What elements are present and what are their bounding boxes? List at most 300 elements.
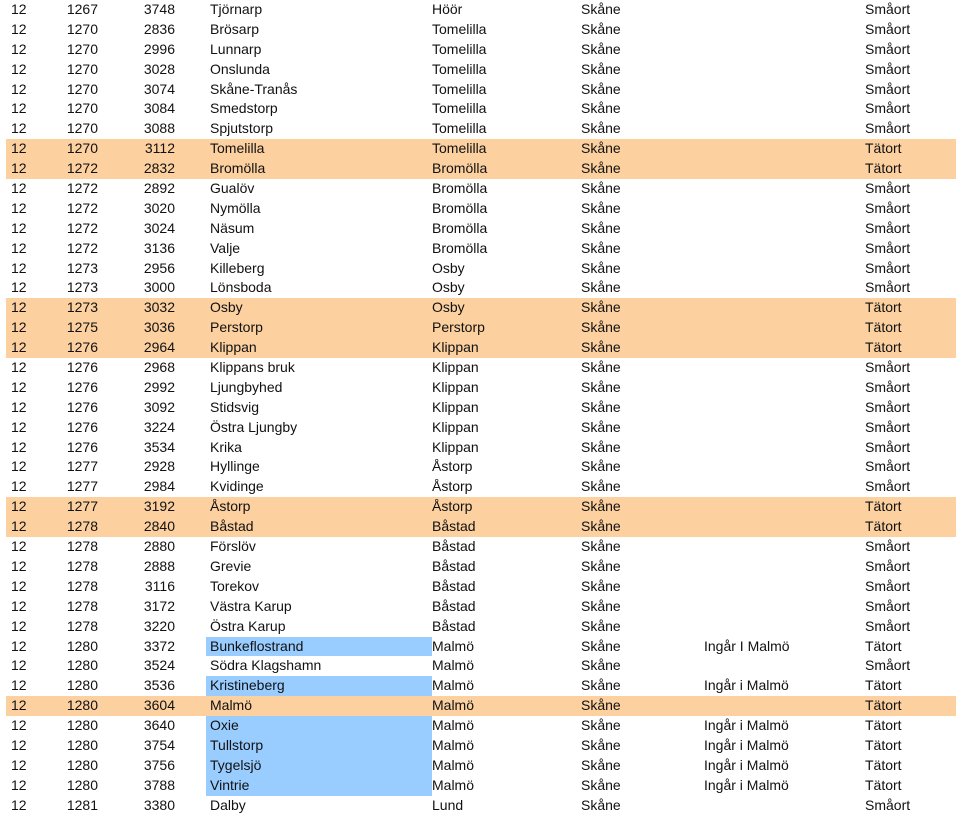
municipality-name-cell: Osby xyxy=(432,259,465,276)
locality-type-cell: Småort xyxy=(865,657,911,674)
table-row xyxy=(6,637,956,657)
locality-name-cell: Torekov xyxy=(210,577,260,594)
municipality-name-cell: Malmö xyxy=(432,637,475,654)
table-row xyxy=(6,756,956,776)
municipality-name-cell: Tomelilla xyxy=(432,20,487,37)
locality-code-cell: 3788 xyxy=(143,776,175,793)
locality-type-cell: Småort xyxy=(865,617,911,634)
region-cell: Skåne xyxy=(581,339,621,356)
municipality-name-cell: Tomelilla xyxy=(432,120,487,137)
region-cell: Skåne xyxy=(581,319,621,336)
note-cell xyxy=(704,398,854,418)
table-row xyxy=(6,418,956,438)
county-code-cell: 12 xyxy=(11,140,27,157)
region-cell: Skåne xyxy=(581,378,621,395)
locality-type-cell: Småort xyxy=(865,577,911,594)
locality-type-cell: Småort xyxy=(865,418,911,435)
region-cell: Skåne xyxy=(581,776,621,793)
county-code-cell: 12 xyxy=(11,637,27,654)
county-code-cell: 12 xyxy=(11,378,27,395)
locality-name-cell: Västra Karup xyxy=(210,597,292,614)
locality-name-cell: Åstorp xyxy=(210,498,251,515)
region-cell: Skåne xyxy=(581,100,621,117)
county-code-cell: 12 xyxy=(11,796,27,813)
region-cell: Skåne xyxy=(581,538,621,555)
region-cell: Skåne xyxy=(581,796,621,813)
locality-code-cell: 2836 xyxy=(143,20,175,37)
locality-name-cell: Krika xyxy=(210,438,242,455)
locality-code-cell: 3116 xyxy=(144,577,175,594)
municipality-name-cell: Klippan xyxy=(432,359,479,376)
county-code-cell: 12 xyxy=(11,557,27,574)
table-row xyxy=(6,776,956,796)
locality-code-cell: 3534 xyxy=(143,438,175,455)
locality-type-cell: Småort xyxy=(865,279,911,296)
municipality-code-cell: 1273 xyxy=(66,279,98,296)
region-cell: Skåne xyxy=(581,219,621,236)
table-row xyxy=(6,139,956,159)
locality-code-cell: 3084 xyxy=(143,100,175,117)
table-row xyxy=(6,179,956,199)
county-code-cell: 12 xyxy=(11,259,27,276)
region-cell: Skåne xyxy=(581,398,621,415)
table-row xyxy=(6,159,956,179)
locality-name-cell: Tomelilla xyxy=(210,140,265,157)
locality-name-cell: Osby xyxy=(210,299,243,316)
locality-type-cell: Tätort xyxy=(865,637,902,654)
note-cell xyxy=(704,438,854,458)
municipality-name-cell: Malmö xyxy=(432,657,475,674)
locality-name-cell: Skåne-Tranås xyxy=(210,80,298,97)
county-code-cell: 12 xyxy=(11,60,27,77)
county-code-cell: 12 xyxy=(11,40,27,57)
locality-type-cell: Småort xyxy=(865,458,911,475)
municipality-code-cell: 1273 xyxy=(66,259,98,276)
locality-name-cell: Bunkeflostrand xyxy=(206,637,432,657)
locality-code-cell: 2892 xyxy=(143,180,175,197)
locality-code-cell: 3756 xyxy=(143,756,175,773)
municipality-code-cell: 1281 xyxy=(66,796,98,813)
locality-name-cell: Båstad xyxy=(210,518,254,535)
table-row xyxy=(6,0,956,20)
municipality-code-cell: 1280 xyxy=(66,736,98,753)
locality-type-cell: Småort xyxy=(865,219,911,236)
region-cell: Skåne xyxy=(581,1,621,17)
region-cell: Skåne xyxy=(581,557,621,574)
table-row xyxy=(6,796,956,816)
locality-name-cell: Tullstorp xyxy=(206,736,432,756)
locality-type-cell: Tätort xyxy=(865,299,902,316)
locality-code-cell: 3192 xyxy=(143,498,175,515)
locality-code-cell: 3036 xyxy=(143,319,175,336)
locality-type-cell: Tätort xyxy=(865,756,902,773)
county-code-cell: 12 xyxy=(11,1,27,17)
municipality-code-cell: 1270 xyxy=(66,140,98,157)
table-row xyxy=(6,656,956,676)
locality-name-cell: Dalby xyxy=(210,796,246,813)
locality-type-cell: Tätort xyxy=(865,697,902,714)
region-cell: Skåne xyxy=(581,756,621,773)
locality-name-cell: Malmö xyxy=(210,697,253,714)
locality-code-cell: 3372 xyxy=(143,637,175,654)
municipality-name-cell: Tomelilla xyxy=(432,100,487,117)
note-cell xyxy=(704,457,854,477)
municipality-code-cell: 1280 xyxy=(66,776,98,793)
county-code-cell: 12 xyxy=(11,478,27,495)
locality-code-cell: 3604 xyxy=(143,697,175,714)
locality-type-cell: Småort xyxy=(865,796,911,813)
county-code-cell: 12 xyxy=(11,736,27,753)
locality-code-cell: 3092 xyxy=(143,398,175,415)
municipality-name-cell: Båstad xyxy=(432,617,476,634)
note-cell xyxy=(704,99,854,119)
locality-name-cell: Näsum xyxy=(210,219,255,236)
municipality-name-cell: Bromölla xyxy=(432,180,488,197)
note-cell xyxy=(704,497,854,517)
note-cell xyxy=(704,219,854,239)
county-code-cell: 12 xyxy=(11,657,27,674)
municipality-code-cell: 1270 xyxy=(66,20,98,37)
region-cell: Skåne xyxy=(581,518,621,535)
locality-name-cell: Valje xyxy=(210,239,241,256)
municipality-name-cell: Malmö xyxy=(432,736,475,753)
municipality-name-cell: Lund xyxy=(432,796,464,813)
locality-code-cell: 3112 xyxy=(144,140,175,157)
municipality-code-cell: 1277 xyxy=(66,498,98,515)
note-cell xyxy=(704,119,854,139)
note-cell xyxy=(704,577,854,597)
table-row xyxy=(6,517,956,537)
municipality-name-cell: Klippan xyxy=(432,339,479,356)
table-row xyxy=(6,119,956,139)
locality-name-cell: Kristineberg xyxy=(206,676,432,696)
municipality-name-cell: Tomelilla xyxy=(432,40,487,57)
region-cell: Skåne xyxy=(581,299,621,316)
locality-code-cell: 2992 xyxy=(143,378,175,395)
county-code-cell: 12 xyxy=(11,438,27,455)
locality-name-cell: Bromölla xyxy=(210,160,266,177)
locality-code-cell: 3380 xyxy=(143,796,175,813)
locality-code-cell: 3074 xyxy=(143,80,175,97)
county-code-cell: 12 xyxy=(11,359,27,376)
table-row xyxy=(6,557,956,577)
municipality-code-cell: 1280 xyxy=(66,717,98,734)
locality-code-cell: 3172 xyxy=(143,597,175,614)
municipality-name-cell: Klippan xyxy=(432,438,479,455)
note-cell xyxy=(704,477,854,497)
region-cell: Skåne xyxy=(581,418,621,435)
municipality-name-cell: Bromölla xyxy=(432,239,488,256)
note-cell xyxy=(704,298,854,318)
municipality-name-cell: Åstorp xyxy=(432,478,473,495)
locality-type-cell: Småort xyxy=(865,398,911,415)
municipality-name-cell: Malmö xyxy=(432,697,475,714)
county-code-cell: 12 xyxy=(11,756,27,773)
region-cell: Skåne xyxy=(581,20,621,37)
municipality-name-cell: Åstorp xyxy=(432,498,473,515)
table-row xyxy=(6,736,956,756)
locality-code-cell: 2928 xyxy=(143,458,175,475)
municipality-name-cell: Osby xyxy=(432,279,465,296)
locality-name-cell: Östra Karup xyxy=(210,617,286,634)
locality-type-cell: Tätort xyxy=(865,339,902,356)
table-row xyxy=(6,577,956,597)
municipality-code-cell: 1280 xyxy=(66,637,98,654)
county-code-cell: 12 xyxy=(11,398,27,415)
municipality-code-cell: 1278 xyxy=(66,557,98,574)
region-cell: Skåne xyxy=(581,180,621,197)
county-code-cell: 12 xyxy=(11,617,27,634)
municipality-code-cell: 1278 xyxy=(66,597,98,614)
note-cell: Ingår i Malmö xyxy=(704,717,789,734)
locality-type-cell: Småort xyxy=(865,60,911,77)
locality-name-cell: Smedstorp xyxy=(210,100,278,117)
table-row xyxy=(6,617,956,637)
municipality-code-cell: 1278 xyxy=(66,538,98,555)
locality-type-cell: Småort xyxy=(865,597,911,614)
county-code-cell: 12 xyxy=(11,239,27,256)
municipality-code-cell: 1270 xyxy=(66,80,98,97)
note-cell xyxy=(704,696,854,716)
municipality-code-cell: 1280 xyxy=(66,756,98,773)
note-cell xyxy=(704,239,854,259)
locality-code-cell: 2832 xyxy=(143,160,175,177)
region-cell: Skåne xyxy=(581,736,621,753)
locality-type-cell: Tätort xyxy=(865,736,902,753)
region-cell: Skåne xyxy=(581,279,621,296)
locality-code-cell: 3224 xyxy=(143,418,175,435)
region-cell: Skåne xyxy=(581,637,621,654)
locality-code-cell: 3524 xyxy=(143,657,175,674)
county-code-cell: 12 xyxy=(11,219,27,236)
county-code-cell: 12 xyxy=(11,339,27,356)
locality-type-cell: Tätort xyxy=(865,717,902,734)
locality-code-cell: 3748 xyxy=(143,1,175,17)
locality-type-cell: Småort xyxy=(865,199,911,216)
region-cell: Skåne xyxy=(581,120,621,137)
locality-name-cell: Brösarp xyxy=(210,20,260,37)
municipality-name-cell: Båstad xyxy=(432,597,476,614)
region-cell: Skåne xyxy=(581,458,621,475)
locality-code-cell: 2956 xyxy=(143,259,175,276)
note-cell: Ingår I Malmö xyxy=(704,637,790,654)
locality-code-cell: 2996 xyxy=(143,40,175,57)
table-row xyxy=(6,378,956,398)
region-cell: Skåne xyxy=(581,239,621,256)
municipality-code-cell: 1277 xyxy=(66,458,98,475)
municipality-name-cell: Båstad xyxy=(432,577,476,594)
note-cell xyxy=(704,418,854,438)
locality-type-cell: Småort xyxy=(865,557,911,574)
note-cell xyxy=(704,40,854,60)
note-cell: Ingår i Malmö xyxy=(704,677,789,694)
municipality-code-cell: 1277 xyxy=(66,478,98,495)
region-cell: Skåne xyxy=(581,677,621,694)
municipality-name-cell: Båstad xyxy=(432,538,476,555)
county-code-cell: 12 xyxy=(11,100,27,117)
region-cell: Skåne xyxy=(581,657,621,674)
locality-type-cell: Småort xyxy=(865,538,911,555)
municipality-name-cell: Bromölla xyxy=(432,199,488,216)
locality-code-cell: 3000 xyxy=(143,279,175,296)
county-code-cell: 12 xyxy=(11,418,27,435)
region-cell: Skåne xyxy=(581,60,621,77)
note-cell xyxy=(704,517,854,537)
municipality-name-cell: Klippan xyxy=(432,398,479,415)
locality-name-cell: Nymölla xyxy=(210,199,261,216)
county-code-cell: 12 xyxy=(11,597,27,614)
locality-name-cell: Lunnarp xyxy=(210,40,262,57)
municipality-name-cell: Malmö xyxy=(432,756,475,773)
note-cell xyxy=(704,139,854,159)
locality-name-cell: Vintrie xyxy=(206,776,432,796)
locality-name-cell: Onslunda xyxy=(210,60,270,77)
municipality-name-cell: Malmö xyxy=(432,776,475,793)
municipality-name-cell: Klippan xyxy=(432,378,479,395)
municipality-code-cell: 1276 xyxy=(66,378,98,395)
county-code-cell: 12 xyxy=(11,458,27,475)
locality-type-cell: Tätort xyxy=(865,776,902,793)
locality-type-cell: Småort xyxy=(865,20,911,37)
municipality-name-cell: Malmö xyxy=(432,717,475,734)
locality-type-cell: Småort xyxy=(865,1,911,17)
municipality-code-cell: 1272 xyxy=(66,239,98,256)
region-cell: Skåne xyxy=(581,259,621,276)
locality-name-cell: Hyllinge xyxy=(210,458,260,475)
locality-code-cell: 2968 xyxy=(143,359,175,376)
note-cell xyxy=(704,358,854,378)
municipality-code-cell: 1276 xyxy=(66,438,98,455)
note-cell xyxy=(704,557,854,577)
table-row xyxy=(6,676,956,696)
note-cell xyxy=(704,159,854,179)
municipality-name-cell: Båstad xyxy=(432,557,476,574)
region-cell: Skåne xyxy=(581,160,621,177)
municipality-code-cell: 1280 xyxy=(66,677,98,694)
municipality-name-cell: Tomelilla xyxy=(432,80,487,97)
locality-name-cell: Klippan xyxy=(210,339,257,356)
locality-type-cell: Småort xyxy=(865,359,911,376)
note-cell xyxy=(704,318,854,338)
municipality-code-cell: 1270 xyxy=(66,100,98,117)
locality-code-cell: 2964 xyxy=(143,339,175,356)
municipality-name-cell: Tomelilla xyxy=(432,140,487,157)
county-code-cell: 12 xyxy=(11,279,27,296)
locality-name-cell: Ljungbyhed xyxy=(210,378,283,395)
municipality-code-cell: 1267 xyxy=(66,1,98,17)
municipality-name-cell: Malmö xyxy=(432,677,475,694)
table-row xyxy=(6,60,956,80)
locality-code-cell: 3032 xyxy=(143,299,175,316)
county-code-cell: 12 xyxy=(11,160,27,177)
locality-type-cell: Småort xyxy=(865,239,911,256)
region-cell: Skåne xyxy=(581,438,621,455)
municipality-code-cell: 1278 xyxy=(66,617,98,634)
municipality-name-cell: Klippan xyxy=(432,418,479,435)
municipality-code-cell: 1276 xyxy=(66,418,98,435)
note-cell: Ingår i Malmö xyxy=(704,736,789,753)
note-cell xyxy=(704,0,854,20)
locality-code-cell: 3536 xyxy=(143,677,175,694)
note-cell xyxy=(704,199,854,219)
municipality-code-cell: 1280 xyxy=(66,657,98,674)
county-code-cell: 12 xyxy=(11,80,27,97)
table-row xyxy=(6,537,956,557)
municipality-code-cell: 1275 xyxy=(66,319,98,336)
region-cell: Skåne xyxy=(581,717,621,734)
table-row xyxy=(6,219,956,239)
table-row xyxy=(6,80,956,100)
county-code-cell: 12 xyxy=(11,20,27,37)
county-code-cell: 12 xyxy=(11,199,27,216)
county-code-cell: 12 xyxy=(11,577,27,594)
table-row xyxy=(6,597,956,617)
locality-type-cell: Småort xyxy=(865,120,911,137)
note-cell xyxy=(704,60,854,80)
locality-code-cell: 2984 xyxy=(143,478,175,495)
county-code-cell: 12 xyxy=(11,717,27,734)
municipality-code-cell: 1272 xyxy=(66,180,98,197)
locality-name-cell: Kvidinge xyxy=(210,478,264,495)
municipality-code-cell: 1273 xyxy=(66,299,98,316)
data-table xyxy=(6,0,956,816)
locality-type-cell: Tätort xyxy=(865,677,902,694)
locality-name-cell: Östra Ljungby xyxy=(210,418,298,435)
municipality-code-cell: 1276 xyxy=(66,359,98,376)
region-cell: Skåne xyxy=(581,478,621,495)
table-row xyxy=(6,20,956,40)
municipality-code-cell: 1278 xyxy=(66,518,98,535)
locality-type-cell: Tätort xyxy=(865,518,902,535)
region-cell: Skåne xyxy=(581,597,621,614)
county-code-cell: 12 xyxy=(11,299,27,316)
note-cell: Ingår i Malmö xyxy=(704,756,789,773)
locality-name-cell: Förslöv xyxy=(210,538,256,555)
locality-type-cell: Tätort xyxy=(865,319,902,336)
county-code-cell: 12 xyxy=(11,518,27,535)
locality-name-cell: Killeberg xyxy=(210,259,265,276)
table-row xyxy=(6,318,956,338)
note-cell: Ingår i Malmö xyxy=(704,776,789,793)
note-cell xyxy=(704,338,854,358)
locality-name-cell: Gualöv xyxy=(210,180,255,197)
table-row xyxy=(6,298,956,318)
locality-type-cell: Småort xyxy=(865,40,911,57)
locality-code-cell: 3028 xyxy=(143,60,175,77)
table-row xyxy=(6,239,956,259)
county-code-cell: 12 xyxy=(11,776,27,793)
table-row xyxy=(6,40,956,60)
locality-name-cell: Stidsvig xyxy=(210,398,260,415)
locality-type-cell: Småort xyxy=(865,180,911,197)
region-cell: Skåne xyxy=(581,359,621,376)
county-code-cell: 12 xyxy=(11,120,27,137)
locality-type-cell: Småort xyxy=(865,438,911,455)
municipality-code-cell: 1276 xyxy=(66,339,98,356)
locality-type-cell: Tätort xyxy=(865,160,902,177)
region-cell: Skåne xyxy=(581,199,621,216)
note-cell xyxy=(704,656,854,676)
locality-code-cell: 3136 xyxy=(143,239,175,256)
region-cell: Skåne xyxy=(581,617,621,634)
locality-name-cell: Tygelsjö xyxy=(206,756,432,776)
locality-type-cell: Småort xyxy=(865,100,911,117)
locality-code-cell: 2840 xyxy=(143,518,175,535)
table-row xyxy=(6,497,956,517)
municipality-name-cell: Höör xyxy=(432,1,463,17)
note-cell xyxy=(704,278,854,298)
locality-name-cell: Perstorp xyxy=(210,319,263,336)
